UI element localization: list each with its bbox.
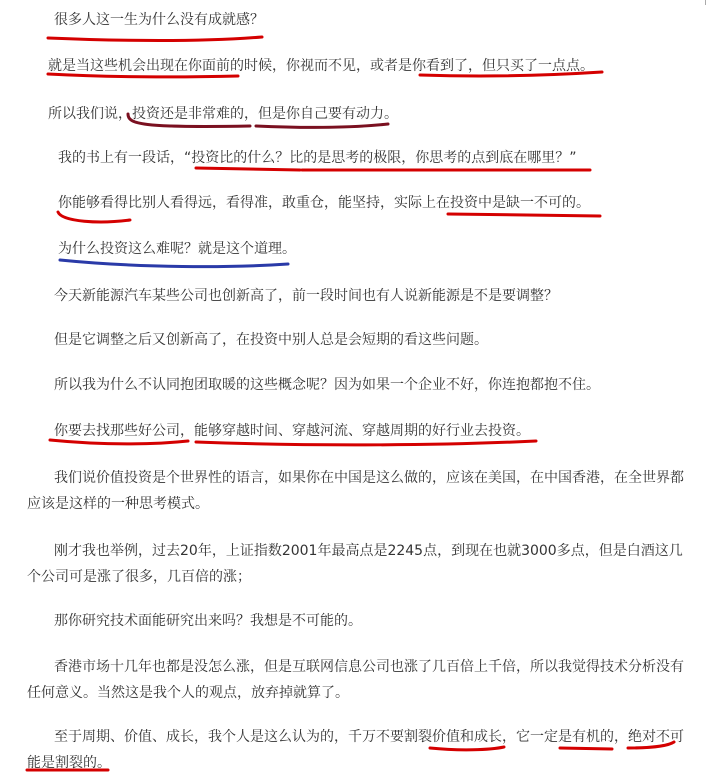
paragraph-4: 我的书上有一段话，“投资比的什么？比的是思考的极限，你思考的点到底在哪里？”	[58, 150, 577, 166]
paragraph-8: 但是它调整之后又创新高了，在投资中别人总是会短期的看这些问题。	[54, 332, 488, 348]
paragraph-1: 很多人这一生为什么没有成就感？	[54, 12, 264, 28]
paragraph-5: 你能够看得比别人看得远，看得准，敢重仓，能坚持，实际上在投资中是缺一不可的。	[58, 195, 590, 211]
paragraph-7: 今天新能源汽车某些公司也创新高了，前一段时间也有人说新能源是不是要调整？	[54, 288, 558, 304]
paragraph-6: 为什么投资这么难呢？就是这个道理。	[58, 241, 296, 257]
window-edge	[705, 0, 709, 5]
paragraph-2: 就是当这些机会出现在你面前的时候，你视而不见，或者是你看到了，但只买了一点点。	[48, 58, 594, 74]
paragraph-11: 我们说价值投资是个世界性的语言，如果你在中国是这么做的，应该在美国，在中国香港，在全世界都应该是这样的一种思考模式。	[27, 470, 684, 512]
paragraph-15: 至于周期、价值、成长，我个人是这么认为的，千万不要割裂价值和成长，它一定是有机的，绝对不可能是割裂的。	[27, 729, 684, 771]
paragraph-9: 所以我为什么不认同抱团取暖的这些概念呢？因为如果一个企业不好，你连抱都抱不住。	[54, 377, 600, 393]
paragraph-12: 刚才我也举例，过去20年，上证指数2001年最高点是2245点，到现在也就3000多点，但是白酒这几个公司可是涨了很多，几百倍的涨；	[27, 543, 683, 585]
paragraph-14: 香港市场十几年也都是没怎么涨，但是互联网信息公司也涨了几百倍上千倍，所以我觉得技术分析没有任何意义。当然这是我个人的观点，放弃掉就算了。	[27, 659, 684, 701]
paragraph-3: 所以我们说，投资还是非常难的，但是你自己要有动力。	[48, 106, 398, 122]
underline-red	[48, 37, 262, 41]
paragraph-13: 那你研究技术面能研究出来吗？我想是不可能的。	[54, 613, 362, 629]
paragraph-10: 你要去找那些好公司，能够穿越时间、穿越河流、穿越周期的好行业去投资。	[54, 423, 530, 439]
